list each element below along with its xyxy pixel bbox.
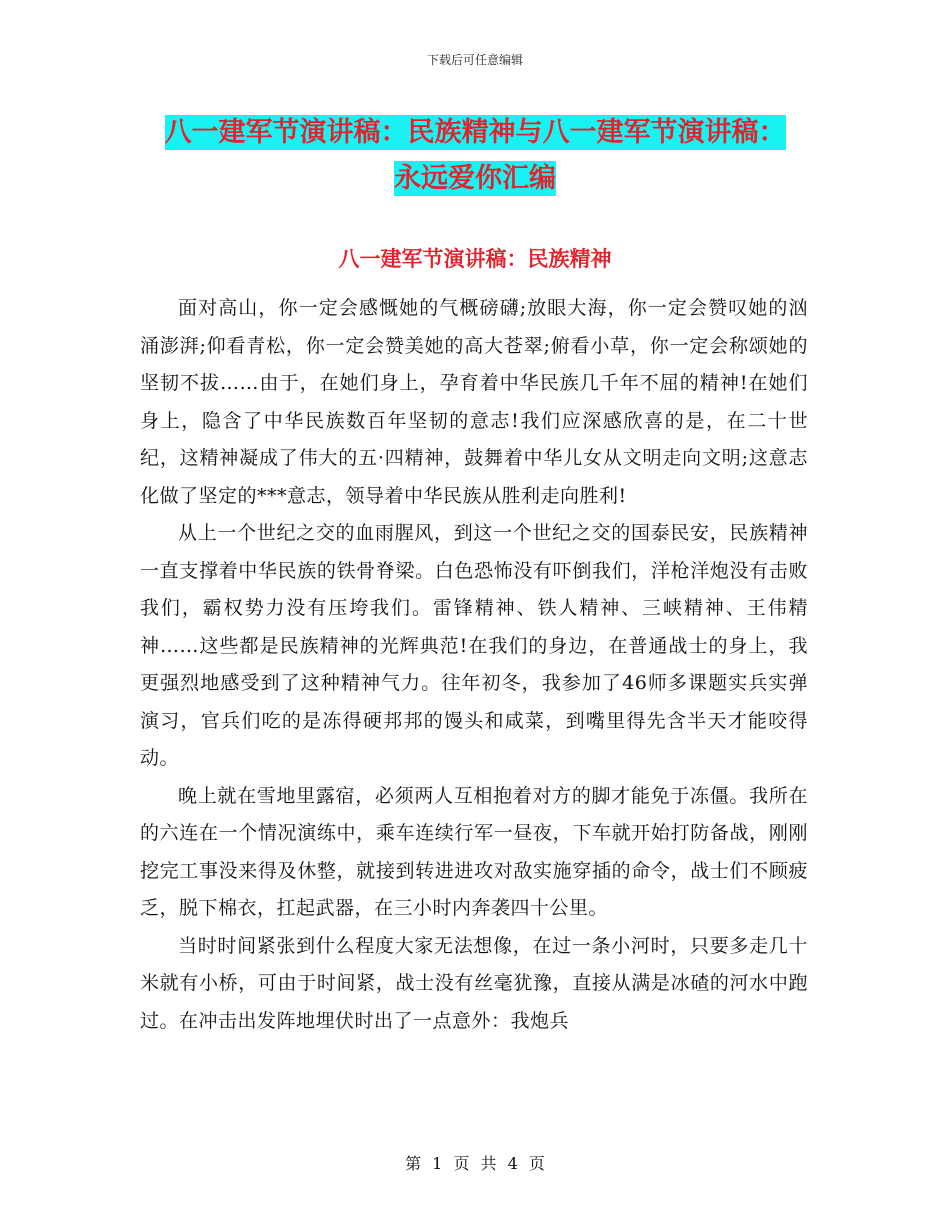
document-title (0, 110, 950, 202)
document-title-line-2 (0, 156, 950, 202)
paragraph-3: 晚上就在雪地里露宿，必须两人互相抱着对方的脚才能免于冻僵。我所在的六连在一个情况演练中，乘车连续行军一昼夜，下车就开始打防备战，刚刚挖完工事没来得及休整，就接到转进进攻对敌实施穿插的命令，战士们不顾疲乏，脱下棉衣，扛起武器，在三小时内奔袭四十公里。 (140, 784, 808, 919)
paragraph-4: 当时时间紧张到什么程度大家无法想像，在过一条小河时，只要多走几十米就有小桥，可由于时间紧，战士没有丝毫犹豫，直接从满是冰碴的河水中跑过。在冲击出发阵地埋伏时出了一点意外：我炮兵 (140, 934, 808, 1032)
title-highlight: 八一建军节演讲稿：民族精神与八一建军节演讲稿： (164, 117, 786, 148)
paragraph-1: 面对高山，你一定会感慨她的气概磅礴;放眼大海，你一定会赞叹她的汹涌澎湃;仰看青松，你一定会赞美她的高大苍翠;俯看小草，你一定会称颂她的坚韧不拔……由于，在她们身上，孕育着中华民族几千年不屈的精神!在她们身上，隐含了中华民族数百年坚韧的意志!我们应深感欣喜的是，在二十世纪，这精神凝成了伟大的五·四精神，鼓舞着中华儿女从文明走向文明;这意志化做了坚定的***意志，领导着中华民族从胜利走向胜利! (140, 297, 808, 507)
paragraph-2: 从上一个世纪之交的血雨腥风，到这一个世纪之交的国泰民安，民族精神一直支撑着中华民族的铁骨脊梁。白色恐怖没有吓倒我们，洋枪洋炮没有击败我们，霸权势力没有压垮我们。雷锋精神、铁人精神、三峡精神、王伟精神……这些都是民族精神的光辉典范!在我们的身边，在普通战士的身上，我更强烈地感受到了这种精神气力。往年初冬，我参加了46师多课题实兵实弹演习，官兵们吃的是冻得硬邦邦的馒头和咸菜，到嘴里得先含半天才能咬得动。 (140, 522, 808, 769)
title-highlight: 永远爱你汇编 (394, 163, 556, 194)
document-body (140, 290, 808, 1040)
page-header-note: 下载后可任意编辑 (426, 53, 523, 67)
page-number: 第 1 页 共 4 页 (405, 1154, 545, 1173)
section-title: 八一建军节演讲稿：民族精神 (338, 247, 612, 271)
document-title-line-1 (0, 110, 950, 156)
